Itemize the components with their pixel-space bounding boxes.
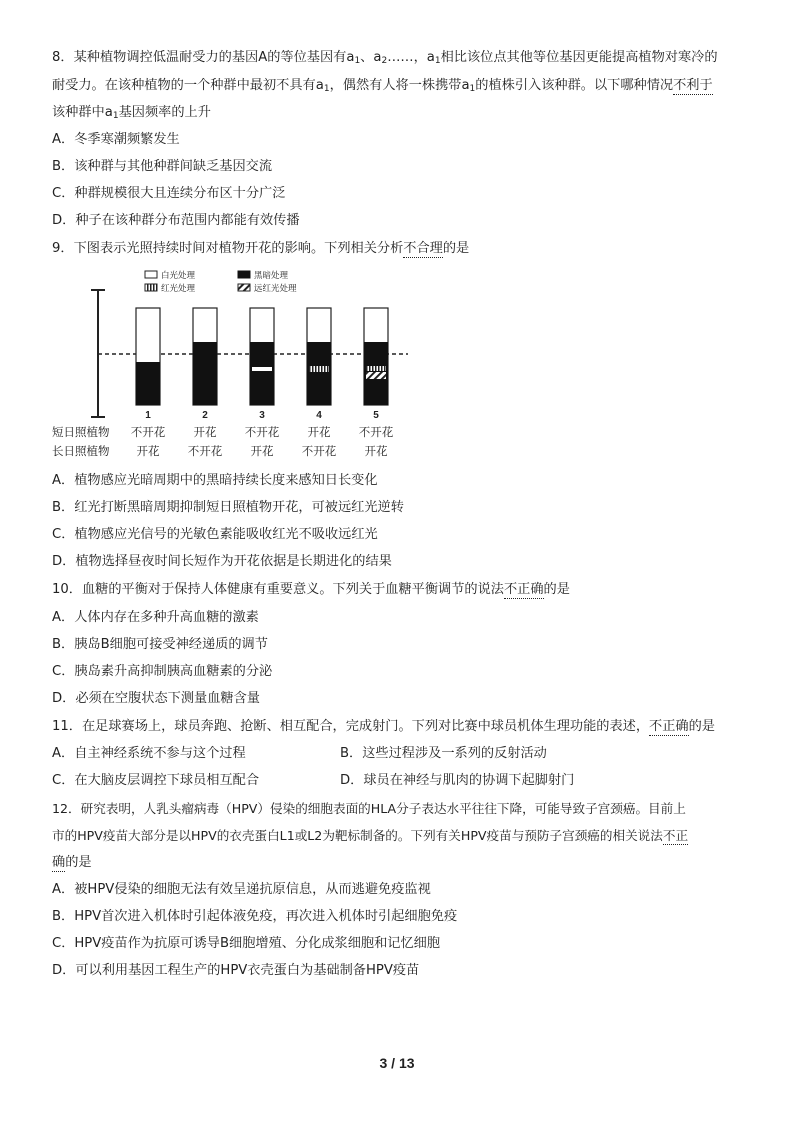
short-day-result-3: 不开花 [244, 425, 280, 439]
q10-option-d: D．必须在空腹状态下测量血糖含量 [52, 691, 260, 706]
bar-number-2: 2 [202, 410, 208, 421]
long-day-result-2: 不开花 [187, 444, 223, 458]
page-number: 3 / 13 [379, 1055, 415, 1071]
q10-option-c: C．胰岛素升高抑制胰高血糖素的分泌 [52, 664, 273, 679]
q10-option-a: A．人体内存在多种升高血糖的激素 [52, 610, 259, 625]
q9-option-a: A．植物感应光暗周期中的黑暗持续长度来感知日长变化 [52, 473, 378, 488]
q9-option-b: B．红光打断黑暗周期抑制短日照植物开花，可被远红光逆转 [52, 500, 404, 515]
long-day-result-1: 开花 [136, 444, 160, 458]
emphasis-incorrect: 不正确 [503, 582, 544, 597]
q9-option-c: C．植物感应光信号的光敏色素能吸收红光不吸收远红光 [52, 527, 378, 542]
emphasis-incorrect: 不正 [662, 828, 689, 843]
bar-2 [193, 308, 217, 405]
q8-option-a: A．冬季寒潮频繁发生 [52, 132, 180, 147]
legend-swatch-dark [238, 271, 250, 278]
q8-stem-line3: 该种群中$a_1$基因频率的上升 [52, 105, 211, 121]
legend-swatch-white [145, 271, 157, 278]
legend-white-light: 白光处理 [161, 271, 196, 281]
short-day-result-5: 不开花 [358, 425, 394, 439]
bar-number-5: 5 [373, 410, 379, 421]
q10-option-b: B．胰岛B细胞可接受神经递质的调节 [52, 637, 268, 652]
bar-3 [250, 308, 274, 405]
q9-option-d: D．植物选择昼夜时间长短作为开花依据是长期进化的结果 [52, 554, 392, 569]
long-day-result-4: 不开花 [301, 444, 337, 458]
legend-darkness: 黑暗处理 [254, 271, 289, 281]
q8-stem-line2: 耐受力。在该种植物的一个种群中最初不具有$a_1$，偶然有人将一株携带$a_1$的植株引入该种群。以下哪种情况不利于 [52, 78, 713, 94]
q11-stem: 11．在足球赛场上，球员奔跑、抢断、相互配合，完成射门。下列对比赛中球员机体生理功能的表述，不正确的是 [52, 719, 715, 734]
bar-5 [364, 308, 388, 405]
legend-red-light: 红光处理 [161, 284, 196, 294]
q12-stem-line3: 确的是 [52, 855, 92, 870]
bar-4 [307, 308, 331, 405]
q9-stem: 9．下图表示光照持续时间对植物开花的影响。下列相关分析不合理的是 [52, 241, 470, 256]
row-label-short-day: 短日照植物 [52, 425, 110, 439]
q12-stem-line1: 12．研究表明，人乳头瘤病毒（HPV）侵染的细胞表面的HLA分子表达水平往往下降，可能导致子宫颈癌。目前上 [52, 801, 686, 816]
q8-stem-line1: 8．某种植物调控低温耐受力的基因A的等位基因有$a_1$、$a_2\dots\dots$，$a_1$相比该位点其他等位基因更能提高植物对寒冷的 [52, 50, 718, 66]
bar-1 [136, 308, 160, 405]
q10-stem: 10．血糖的平衡对于保持人体健康有重要意义。下列关于血糖平衡调节的说法不正确的是 [52, 582, 570, 597]
q8-option-c: C．种群规模很大且连续分布区十分广泛 [52, 186, 286, 201]
short-day-result-4: 开花 [307, 425, 331, 439]
bar-number-4: 4 [316, 410, 322, 421]
q12-option-a: A．被HPV侵染的细胞无法有效呈递抗原信息，从而逃避免疫监视 [52, 882, 431, 897]
long-day-result-3: 开花 [250, 444, 274, 458]
q11-option-a: A．自主神经系统不参与这个过程 [52, 746, 246, 761]
photoperiod-figure [48, 266, 418, 462]
q8-option-b: B．该种群与其他种群间缺乏基因交流 [52, 159, 273, 174]
q12-option-c: C．HPV疫苗作为抗原可诱导B细胞增殖、分化成浆细胞和记忆细胞 [52, 936, 441, 951]
q11-option-c: C．在大脑皮层调控下球员相互配合 [52, 773, 260, 788]
q11-option-b: B．这些过程涉及一系列的反射活动 [340, 746, 547, 761]
legend-farred-light: 远红光处理 [254, 284, 297, 294]
legend [145, 270, 297, 294]
q11-option-d: D．球员在神经与肌肉的协调下起脚射门 [340, 773, 575, 788]
row-label-long-day: 长日照植物 [52, 444, 110, 458]
q12-option-d: D．可以利用基因工程生产的HPV衣壳蛋白为基础制备HPV疫苗 [52, 963, 420, 978]
bar-number-1: 1 [145, 410, 151, 421]
q8-option-d: D．种子在该种群分布范围内都能有效传播 [52, 213, 300, 228]
short-day-result-2: 开花 [193, 425, 217, 439]
short-day-result-1: 不开花 [130, 425, 166, 439]
emphasis-unreasonable: 不合理 [403, 241, 443, 256]
q12-option-b: B．HPV首次进入机体时引起体液免疫，再次进入机体时引起细胞免疫 [52, 909, 458, 924]
legend-swatch-farred [238, 284, 250, 291]
bar-number-3: 3 [259, 410, 265, 421]
long-day-result-5: 开花 [364, 444, 388, 458]
emphasis-not-beneficial: 不利于 [673, 78, 713, 93]
emphasis-incorrect-cont: 确 [52, 855, 66, 870]
q12-stem-line2: 市的HPV疫苗大部分是以HPV的衣壳蛋白L1或L2为靶标制备的。下列有关HPV疫苗与预防子宫颈癌的相关说法不正 [52, 828, 689, 843]
legend-swatch-red [145, 284, 157, 291]
emphasis-incorrect: 不正确 [649, 719, 689, 734]
